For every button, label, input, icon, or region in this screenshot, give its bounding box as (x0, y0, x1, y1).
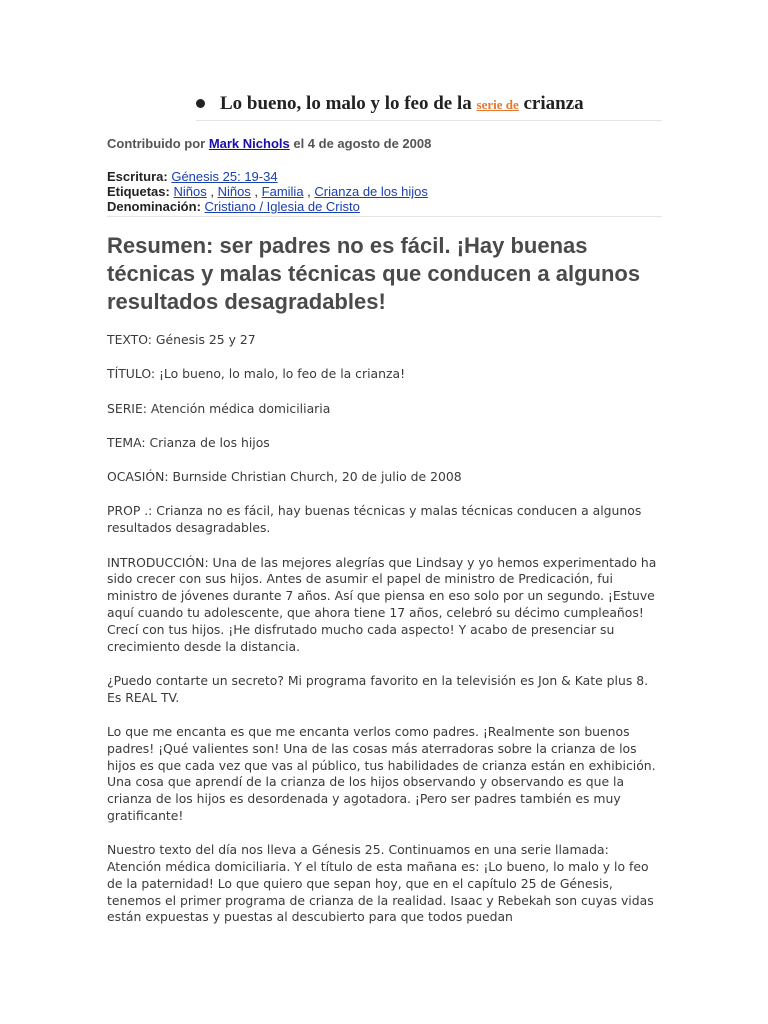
body-paragraph: Nuestro texto del día nos lleva a Génesis 25. Continuamos en una serie llamada: Atención médica domiciliaria. Y el título de esta mañana es: ¡Lo bueno, lo malo y lo feo de la paternidad! Lo que quiero que sepan hoy, que en el capítulo 25 de Génesis, tenemos el primer programa de crianza de la realidad. Isaac y Rebekah son cuyas vidas están expuestas y puestas al descubierto para que todos puedan (107, 842, 654, 925)
body-paragraph: INTRODUCCIÓN: Una de las mejores alegrías que Lindsay y yo hemos experimentado ha sido crecer con sus hijos. Antes de asumir el papel de ministro de Predicación, fui ministro de jóvenes durante 7 años. Así que piensa en eso solo por un segundo. ¡Estuve aquí cuando tu adolescente, que ahora tiene 17 años, celebró su décimo cumpleaños! Crecí con tus hijos. ¡He disfrutado mucho cada aspecto! Y acabo de presenciar su crecimiento desde la distancia. (107, 554, 657, 654)
author-link[interactable]: Mark Nichols (208, 136, 290, 151)
body-paragraph: TEXTO: Génesis 25 y 27 (107, 332, 256, 347)
tag-separator: , (303, 184, 315, 199)
scripture-row (107, 169, 662, 184)
bullet-icon (196, 99, 205, 108)
body-paragraph: OCASIÓN: Burnside Christian Church, 20 de julio de 2008 (107, 469, 462, 485)
body-paragraph: Lo que me encanta es que me encanta verlos como padres. ¡Realmente son buenos padres! ¡Qué valientes son! Una de las cosas más aterradoras sobre la crianza de los hijos es que cada vez que vas al público, tus habilidades de crianza están en exhibición. Una cosa que aprendí de la crianza de los hijos observando y observando es que la crianza de los hijos es desordenada y agotadora. ¡Pero ser padres también es muy gratificante! (107, 723, 656, 823)
tags-label: Etiquetas: (107, 184, 170, 199)
denomination-row (107, 199, 662, 214)
denomination-label: Denominación: (107, 199, 201, 214)
tag-link[interactable]: Niños (173, 184, 207, 199)
scripture-link[interactable]: Génesis 25: 19-34 (171, 169, 278, 184)
title-text-after: crianza (518, 93, 584, 114)
tags-row (107, 184, 662, 199)
contributor-line (107, 136, 431, 151)
body-paragraph: ¿Puedo contarte un secreto? Mi programa favorito en la televisión es Jon & Kate plus 8. Es REAL TV. (107, 672, 649, 705)
sermon-title-row (196, 94, 662, 121)
body-paragraph: TÍTULO: ¡Lo bueno, lo malo, lo feo de la crianza! (107, 366, 406, 382)
tag-link[interactable]: Niños (217, 184, 251, 199)
contrib-prefix: Contribuido por (107, 136, 209, 151)
body-paragraph: TEMA: Crianza de los hijos (107, 434, 270, 450)
body-paragraph: PROP .: Crianza no es fácil, hay buenas técnicas y malas técnicas conducen a algunos resultados desagradables. (107, 503, 642, 536)
title-text-before: Lo bueno, lo malo y lo feo de la (220, 93, 477, 114)
body-paragraph: SERIE: Atención médica domiciliaria (107, 400, 331, 416)
denomination-link[interactable]: Cristiano / Iglesia de Cristo (204, 199, 360, 214)
sermon-summary: Resumen: ser padres no es fácil. ¡Hay buenas técnicas y malas técnicas que conducen a algunos resultados desagradables! (107, 233, 641, 314)
tag-link[interactable]: Crianza de los hijos (314, 184, 428, 199)
sermon-body (107, 332, 657, 944)
tag-link[interactable]: Familia (261, 184, 304, 199)
scripture-label: Escritura: (107, 169, 168, 184)
tag-separator: , (206, 184, 218, 199)
sermon-metadata (107, 169, 662, 217)
tag-separator: , (250, 184, 262, 199)
sermon-title (220, 93, 584, 115)
contrib-date: el 4 de agosto de 2008 (289, 136, 432, 151)
series-link[interactable]: serie de (476, 97, 519, 112)
